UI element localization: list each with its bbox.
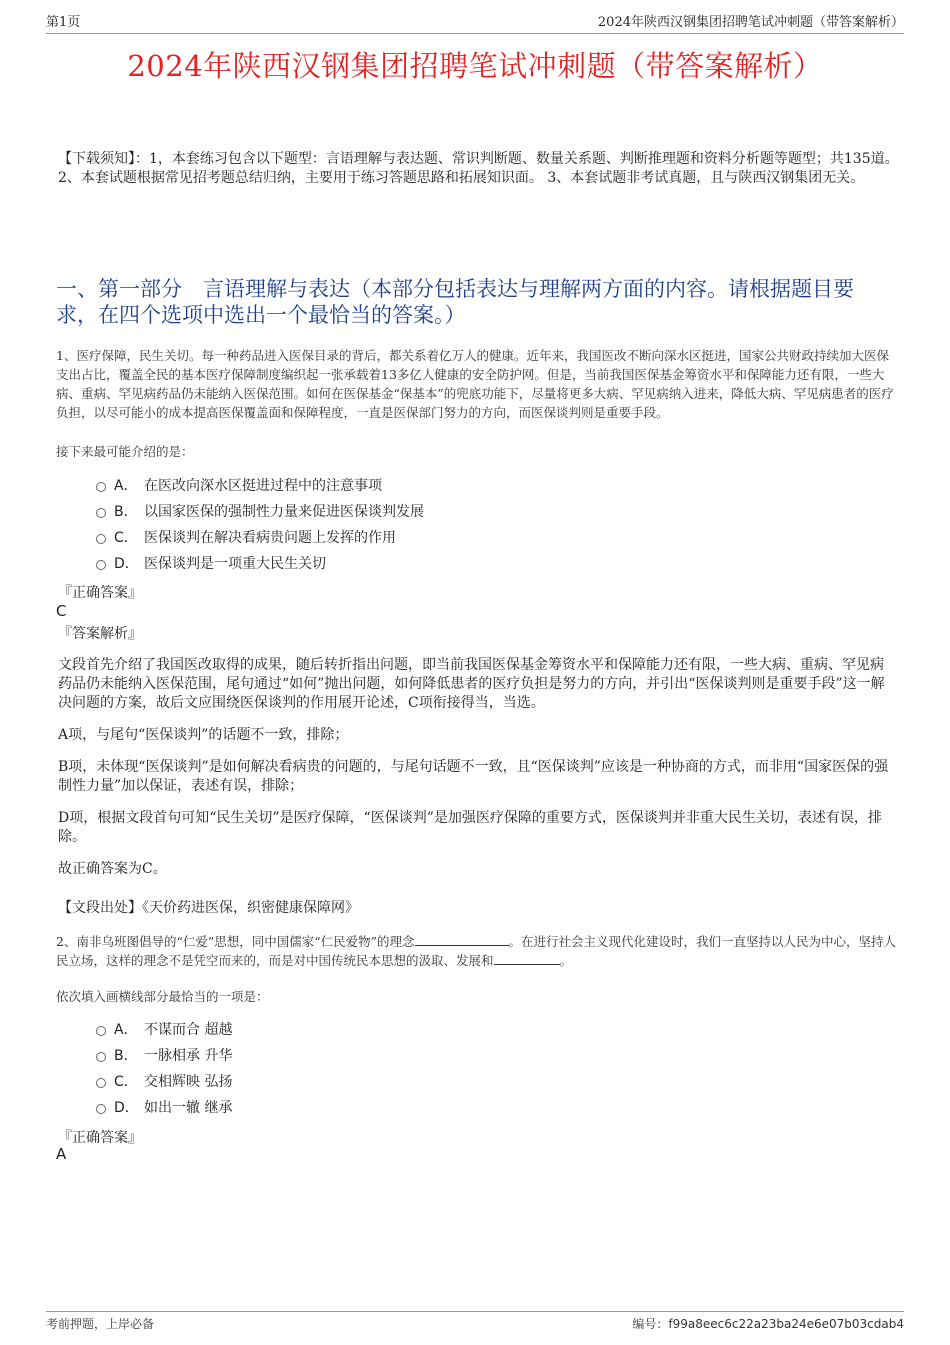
- radio-icon[interactable]: [96, 534, 106, 544]
- section-heading: 一、第一部分 言语理解与表达（本部分包括表达与理解两方面的内容。请根据题目要求，在四个选项中选出一个最恰当的答案。）: [56, 277, 854, 327]
- question-1-text: 1、医疗保障，民生关切。每一种药品进入医保目录的背后，都关系着亿万人的健康。近年来，我国医改不断向深水区挺进，国家公共财政持续加大医保支出占比，覆盖全民的基本医疗保障制度编织起一张承载着13多亿人健康的安全防护网。但是，当前我国医保基金筹资水平和保障能力还有限，一些大病、重病、罕见病药品仍未能纳入医保范围。如何在医保基金“保基本”的兜底功能下，尽量将更多大病、罕见病纳入进来，降低大病、罕见病患者的医疗负担，以尽可能小的成本提高医保覆盖面和保障程度，一直是医保部门努力的方向，而医保谈判则是重要手段。: [56, 348, 894, 420]
- option-c[interactable]: C． 医保谈判在解决看病贵问题上发挥的作用: [96, 524, 424, 550]
- header-doc-title: 2024年陕西汉钢集团招聘笔试冲刺题（带答案解析）: [597, 15, 904, 30]
- question-2-options: [96, 1016, 232, 1120]
- option-b[interactable]: B． 一脉相承 升华: [96, 1042, 232, 1068]
- answer-label: 『正确答案』: [58, 585, 142, 601]
- radio-icon[interactable]: [96, 482, 106, 492]
- footer-slogan: 考前押题，上岸必备: [46, 1317, 155, 1331]
- passage-source: 【文段出处】《天价药进医保，织密健康保障网》: [58, 900, 359, 916]
- answer-value: A: [56, 1145, 67, 1163]
- radio-icon[interactable]: [96, 1026, 106, 1036]
- question-1-prompt: 接下来最可能介绍的是：: [56, 444, 194, 459]
- option-a[interactable]: A． 在医改向深水区挺进过程中的注意事项: [96, 472, 424, 498]
- footer-doc-id: 编号：f99a8eec6c22a23ba24e6e07b03cdab4: [632, 1317, 904, 1331]
- answer-label: 『正确答案』: [58, 1130, 142, 1146]
- analysis-paragraph: B项，未体现“医保谈判”是如何解决看病贵的问题的，与尾句话题不一致，且“医保谈判”应该是一种协商的方式，而非用“国家医保的强制性力量”加以保证，表述有误，排除；: [58, 759, 889, 794]
- page-header: [46, 12, 904, 34]
- fill-blank-1[interactable]: [415, 934, 509, 946]
- radio-icon[interactable]: [96, 560, 106, 570]
- question-1-options: [96, 472, 424, 576]
- analysis-paragraph: D项，根据文段首句可知“民生关切”是医疗保障，“医保谈判”是加强医疗保障的重要方式，医保谈判并非重大民生关切，表述有误，排除。: [58, 810, 882, 845]
- radio-icon[interactable]: [96, 1052, 106, 1062]
- fill-blank-2[interactable]: [494, 953, 560, 965]
- question-2-prompt: 依次填入画横线部分最恰当的一项是：: [56, 989, 269, 1004]
- analysis-label: 『答案解析』: [58, 626, 142, 642]
- page-number: 第1页: [46, 15, 81, 30]
- question-2-text: 2、南非乌班图倡导的“仁爱”思想，同中国儒家“仁民爱物”的理念 。在进行社会主义现代化建设时，我们一直坚持以人民为中心，坚持人民立场，这样的理念不是凭空而来的，而是对中国传统民本思想的汲取、发展和 。: [56, 934, 897, 968]
- answer-analysis: [58, 656, 896, 892]
- radio-icon[interactable]: [96, 1078, 106, 1088]
- download-notice: 【下载须知】：1，本套练习包含以下题型：言语理解与表达题、常识判断题、数量关系题、判断推理题和资料分析题等题型；共135道。 2、本套试题根据常见招考题总结归纳，主要用于练习答题思路和拓展知识面。 3、本套试题非考试真题，且与陕西汉钢集团无关。: [58, 151, 899, 186]
- radio-icon[interactable]: [96, 508, 106, 518]
- page-footer: [46, 1311, 904, 1332]
- analysis-paragraph: 故正确答案为C。: [58, 861, 167, 877]
- option-b[interactable]: B． 以国家医保的强制性力量来促进医保谈判发展: [96, 498, 424, 524]
- option-a[interactable]: A． 不谋而合 超越: [96, 1016, 232, 1042]
- document-title: 2024年陕西汉钢集团招聘笔试冲刺题（带答案解析）: [127, 49, 823, 83]
- radio-icon[interactable]: [96, 1104, 106, 1114]
- analysis-paragraph: 文段首先介绍了我国医改取得的成果，随后转折指出问题，即当前我国医保基金筹资水平和保障能力还有限，一些大病、重病、罕见病药品仍未能纳入医保范围，尾句通过“如何”抛出问题，如何降低患者的医疗负担是努力的方向，并引出“医保谈判则是重要手段”这一解决问题的方案，故后文应围绕医保谈判的作用展开论述，C项衔接得当，当选。: [58, 657, 885, 711]
- analysis-paragraph: A项，与尾句“医保谈判”的话题不一致，排除；: [58, 727, 349, 743]
- option-d[interactable]: D． 如出一辙 继承: [96, 1094, 232, 1120]
- option-c[interactable]: C． 交相辉映 弘扬: [96, 1068, 232, 1094]
- option-d[interactable]: D． 医保谈判是一项重大民生关切: [96, 550, 424, 576]
- answer-value: C: [56, 602, 67, 620]
